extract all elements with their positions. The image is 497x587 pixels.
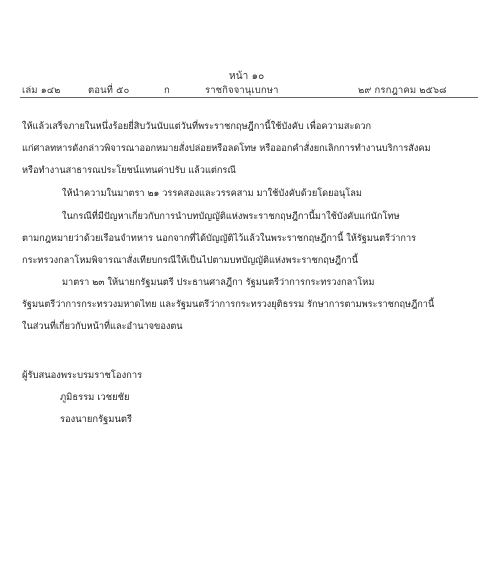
body-line: ในส่วนที่เกี่ยวกับหน้าที่และอำนาจของตน	[22, 321, 183, 332]
body-line: ให้นำความในมาตรา ๒๑ วรรคสองและวรรคสาม มาใช้บังคับด้วยโดยอนุโลม	[62, 188, 362, 199]
body-line: หรือทำงานสาธารณประโยชน์แทนค่าปรับ แล้วแต่กรณี	[22, 165, 236, 176]
page-number: หน้า ๑๐	[229, 71, 265, 82]
body-line: มาตรา ๒๓ ให้นายกรัฐมนตรี ประธานศาลฎีกา รัฐมนตรีว่าการกระทรวงกลาโหม	[62, 277, 375, 288]
body-line: กระทรวงกลาโหมพิจารณาสั่งเทียบกรณีให้เป็นไปตามบทบัญญัติแห่งพระราชกฤษฎีกานี้	[22, 255, 359, 266]
section-letter: ก	[164, 85, 170, 96]
signatory-name: ภูมิธรรม เวชยชัย	[60, 392, 130, 403]
body-line: รัฐมนตรีว่าการกระทรวงมหาดไทย และรัฐมนตรีว่าการกระทรวงยุติธรรม รักษาการตามพระราชกฤษฎีกานี้	[22, 299, 435, 310]
signatory-position: รองนายกรัฐมนตรี	[60, 414, 133, 425]
issue-number: ตอนที่ ๕๐	[88, 85, 130, 96]
body-line: ให้แล้วเสร็จภายในหนึ่งร้อยยี่สิบวันนับแต่วันที่พระราชกฤษฎีกานี้ใช้บังคับ เพื่อความสะดวก	[22, 121, 372, 132]
publication-name: ราชกิจจานุเบกษา	[205, 85, 279, 96]
publication-date: ๒๙ กรกฎาคม ๒๕๖๘	[358, 85, 447, 96]
countersign-label: ผู้รับสนองพระบรมราชโองการ	[22, 370, 143, 381]
body-line: ในกรณีที่มีปัญหาเกี่ยวกับการนำบทบัญญัติแห่งพระราชกฤษฎีกานี้มาใช้บังคับแก่นักโทษ	[62, 211, 400, 222]
volume-number: เล่ม ๑๔๒	[22, 85, 61, 96]
body-line: ตามกฎหมายว่าด้วยเรือนจำทหาร นอกจากที่ได้บัญญัติไว้แล้วในพระราชกฤษฎีกานี้ ให้รัฐมนตรีว่าการ	[22, 233, 417, 244]
body-line: แก่ศาลทหารดังกล่าวพิจารณาออกหมายสั่งปล่อยหรือลดโทษ หรือออกคำสั่งยกเลิกการทำงานบริการสังคม	[22, 143, 431, 154]
header-divider	[20, 97, 478, 98]
